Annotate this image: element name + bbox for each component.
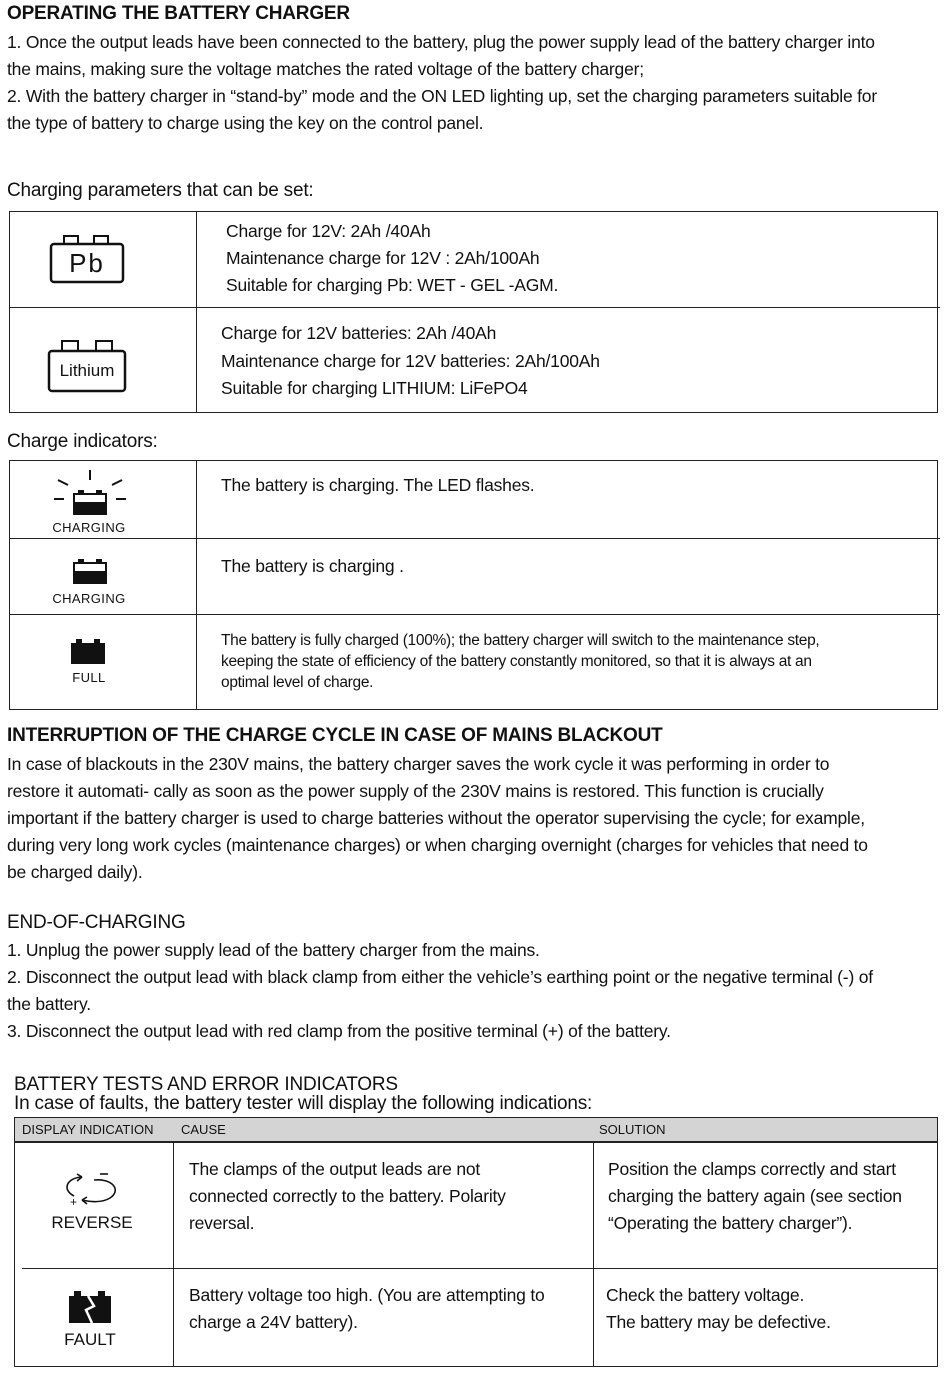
interruption-line-2: restore it automati- cally as soon as the power supply of the 230V mains is restored. This function is crucially — [7, 781, 824, 801]
fault-cause-line-1: Battery voltage too high. (You are attempting to — [189, 1285, 545, 1305]
end-line-1: 1. Unplug the power supply lead of the battery charger from the mains. — [7, 940, 540, 960]
lithium-label: Lithium — [59, 361, 115, 380]
operating-line-2: the mains, making sure the voltage matches the rated voltage of the battery charger; — [7, 59, 644, 79]
pb-label: Pb — [69, 248, 105, 278]
operating-line-3: 2. With the battery charger in “stand-by” mode and the ON LED lighting up, set the charging parameters suitable for — [7, 86, 877, 106]
parameters-title: Charging parameters that can be set: — [7, 180, 314, 201]
interruption-title: INTERRUPTION OF THE CHARGE CYCLE IN CASE OF MAINS BLACKOUT — [7, 725, 663, 746]
interruption-line-1: In case of blackouts in the 230V mains, the battery charger saves the work cycle it was performing in order to — [7, 754, 830, 774]
operating-line-4: the type of battery to charge using the key on the control panel. — [7, 113, 484, 133]
reverse-solution-line-3: “Operating the battery charger”). — [608, 1213, 853, 1233]
reverse-solution-line-1: Position the clamps correctly and start — [608, 1159, 896, 1179]
param-pb-line-1: Charge for 12V: 2Ah /40Ah — [226, 221, 431, 241]
tests-subtitle: In case of faults, the battery tester will display the following indications: — [14, 1093, 593, 1114]
reverse-solution-line-2: charging the battery again (see section — [608, 1186, 902, 1206]
fault-battery-icon — [68, 1290, 112, 1324]
lead-battery-icon — [48, 232, 128, 286]
fault-cause-line-2: charge a 24V battery). — [189, 1312, 358, 1332]
param-pb-line-3: Suitable for charging Pb: WET - GEL -AGM. — [226, 275, 559, 295]
indicator-charging-text: The battery is charging . — [221, 556, 404, 576]
end-line-4: 3. Disconnect the output lead with red clamp from the positive terminal (+) of the battery. — [7, 1021, 671, 1041]
indicators-title: Charge indicators: — [7, 431, 158, 452]
reverse-cause-line-1: The clamps of the output leads are not — [189, 1159, 481, 1179]
lithium-battery-icon — [46, 337, 130, 395]
fault-solution-line-1: Check the battery voltage. — [606, 1285, 805, 1305]
indicator-full-line-1: The battery is fully charged (100%); the battery charger will switch to the maintenance step, — [221, 632, 820, 649]
indicator-charging-flash-text: The battery is charging. The LED flashes. — [221, 475, 535, 495]
reverse-cause-line-2: connected correctly to the battery. Polarity — [189, 1186, 506, 1206]
end-line-2: 2. Disconnect the output lead with black clamp from either the vehicle’s earthing point or the negative terminal (-) of — [7, 967, 873, 987]
interruption-line-3: important if the battery charger is used to charge batteries without the operator supervising the cycle; for example, — [7, 808, 865, 828]
header-display-indication: DISPLAY INDICATION — [22, 1122, 154, 1137]
param-lithium-line-3: Suitable for charging LITHIUM: LiFePO4 — [221, 378, 528, 398]
header-cause: CAUSE — [181, 1122, 226, 1137]
charging-flashing-icon — [52, 468, 128, 518]
interruption-line-5: be charged daily). — [7, 862, 143, 882]
full-battery-icon — [70, 638, 106, 666]
charging-caption-2: CHARGING — [52, 591, 126, 606]
param-pb-line-2: Maintenance charge for 12V : 2Ah/100Ah — [226, 248, 540, 268]
reverse-polarity-icon — [60, 1170, 124, 1210]
fault-caption: FAULT — [64, 1330, 116, 1349]
end-line-3: the battery. — [7, 994, 91, 1014]
indicator-full-line-2: keeping the state of efficiency of the battery constantly monitored, so that it is always at an — [221, 653, 812, 670]
tests-title: BATTERY TESTS AND ERROR INDICATORS — [14, 1074, 398, 1095]
header-solution: SOLUTION — [599, 1122, 666, 1137]
interruption-line-4: during very long work cycles (maintenance charges) or when charging overnight (charges for vehicles that need to — [7, 835, 868, 855]
fault-solution-line-2: The battery may be defective. — [606, 1312, 831, 1332]
full-caption: FULL — [72, 670, 106, 685]
reverse-cause-line-3: reversal. — [189, 1213, 255, 1233]
operating-title: OPERATING THE BATTERY CHARGER — [7, 3, 350, 24]
operating-line-1: 1. Once the output leads have been connected to the battery, plug the power supply lead of the battery charger into — [7, 32, 875, 52]
charging-icon — [72, 558, 108, 586]
end-title: END-OF-CHARGING — [7, 912, 186, 933]
svg-text:+: + — [70, 1195, 78, 1209]
indicator-full-line-3: optimal level of charge. — [221, 674, 374, 691]
charging-caption-1: CHARGING — [52, 520, 126, 535]
param-lithium-line-2: Maintenance charge for 12V batteries: 2Ah/100Ah — [221, 351, 600, 371]
reverse-caption: REVERSE — [51, 1213, 133, 1232]
param-lithium-line-1: Charge for 12V batteries: 2Ah /40Ah — [221, 323, 497, 343]
